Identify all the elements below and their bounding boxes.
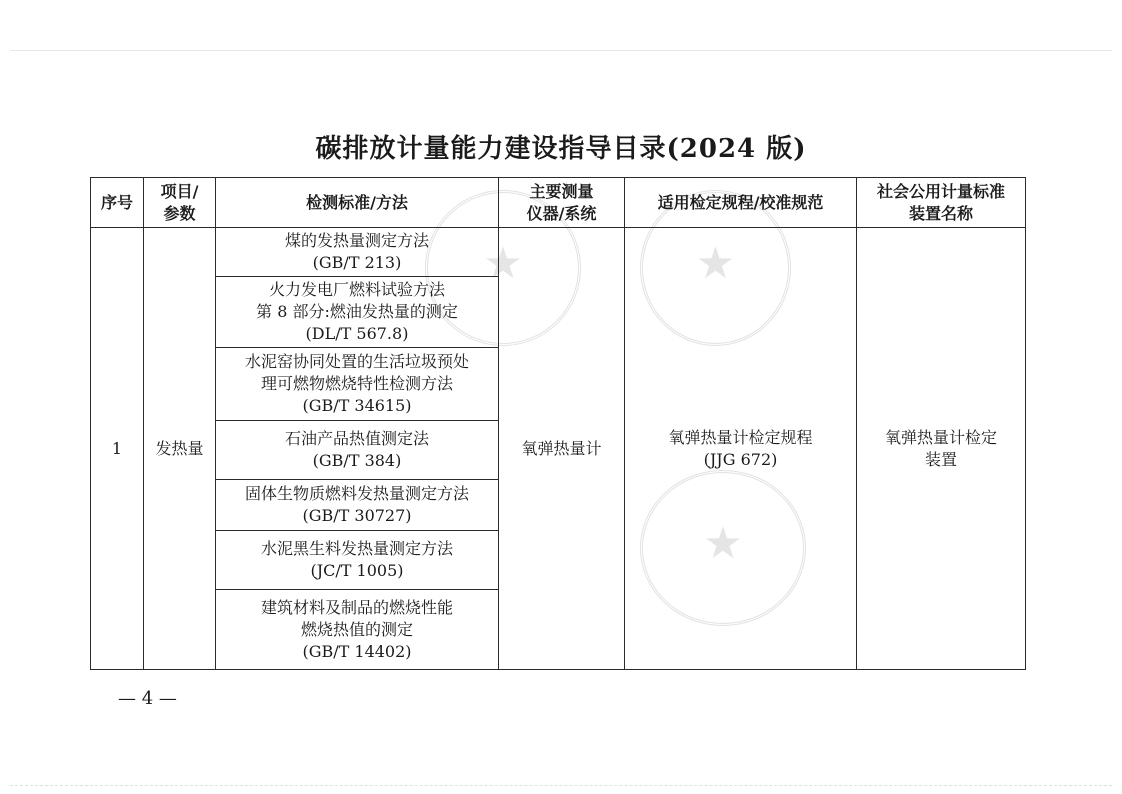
standard-line: 燃烧热值的测定 [300, 619, 413, 639]
standard-line: 石油产品热值测定法 [284, 429, 429, 448]
header-device-line2: 装置名称 [908, 203, 973, 223]
star-icon: ★ [483, 238, 523, 289]
standard-line: 固体生物质燃料发热量测定方法 [244, 484, 469, 503]
table-row [91, 228, 1026, 277]
standard-cell [216, 228, 499, 277]
star-icon: ★ [695, 238, 736, 289]
regulation-cell [625, 228, 857, 670]
scan-edge-bottom [10, 785, 1112, 786]
item-cell: 发热量 [144, 228, 216, 670]
standard-cell [216, 480, 499, 531]
seq-cell: 1 [91, 228, 144, 670]
standard-code: (GB/T 213) [312, 253, 402, 272]
standard-line: 火力发电厂燃料试验方法 [268, 280, 445, 299]
regulation-line1: 氧弹热量计检定规程 [668, 427, 813, 447]
header-instrument [499, 178, 625, 228]
standard-line: 理可燃物燃烧特性检测方法 [260, 374, 453, 393]
instrument-cell: 氧弹热量计 [499, 228, 625, 670]
standard-cell [216, 531, 499, 590]
standard-code: (GB/T 384) [312, 451, 402, 470]
standard-cell [216, 421, 499, 480]
header-instrument-line1: 主要测量 [529, 181, 594, 201]
header-device-line1: 社会公用计量标准 [876, 181, 1005, 201]
standard-code: (DL/T 567.8) [305, 324, 409, 343]
star-icon: ★ [703, 518, 743, 569]
header-item-line2: 参数 [163, 203, 196, 223]
standard-code: (GB/T 14402) [302, 641, 412, 661]
table-header-row [91, 178, 1026, 228]
standard-line: 水泥黑生料发热量测定方法 [260, 539, 453, 558]
header-regulation: 适用检定规程/校准规范 [625, 178, 857, 228]
standard-cell [216, 590, 499, 670]
catalog-table [90, 177, 1026, 670]
header-item-line1: 项目/ [160, 181, 199, 201]
standard-line: 建筑材料及制品的燃烧性能 [260, 597, 453, 617]
header-item [144, 178, 216, 228]
header-standard: 检测标准/方法 [216, 178, 499, 228]
document-title: 碳排放计量能力建设指导目录(2024 版) [315, 134, 807, 164]
standard-line: 煤的发热量测定方法 [284, 231, 429, 250]
header-device [857, 178, 1026, 228]
standard-code: (JC/T 1005) [310, 561, 404, 580]
standard-code: (GB/T 30727) [302, 506, 412, 525]
standard-line: 第 8 部分:燃油发热量的测定 [256, 302, 458, 321]
device-cell [857, 228, 1026, 670]
standard-cell [216, 277, 499, 348]
page-number: — 4 — [118, 688, 177, 709]
standard-cell [216, 348, 499, 421]
standard-code: (GB/T 34615) [302, 396, 412, 415]
header-seq: 序号 [91, 178, 144, 228]
device-line2: 装置 [924, 449, 957, 469]
standard-line: 水泥窑协同处置的生活垃圾预处 [244, 352, 469, 371]
header-instrument-line2: 仪器/系统 [526, 203, 597, 223]
regulation-code: (JJG 672) [703, 449, 778, 469]
device-line1: 氧弹热量计检定 [884, 427, 997, 447]
scan-edge-top [10, 50, 1112, 51]
